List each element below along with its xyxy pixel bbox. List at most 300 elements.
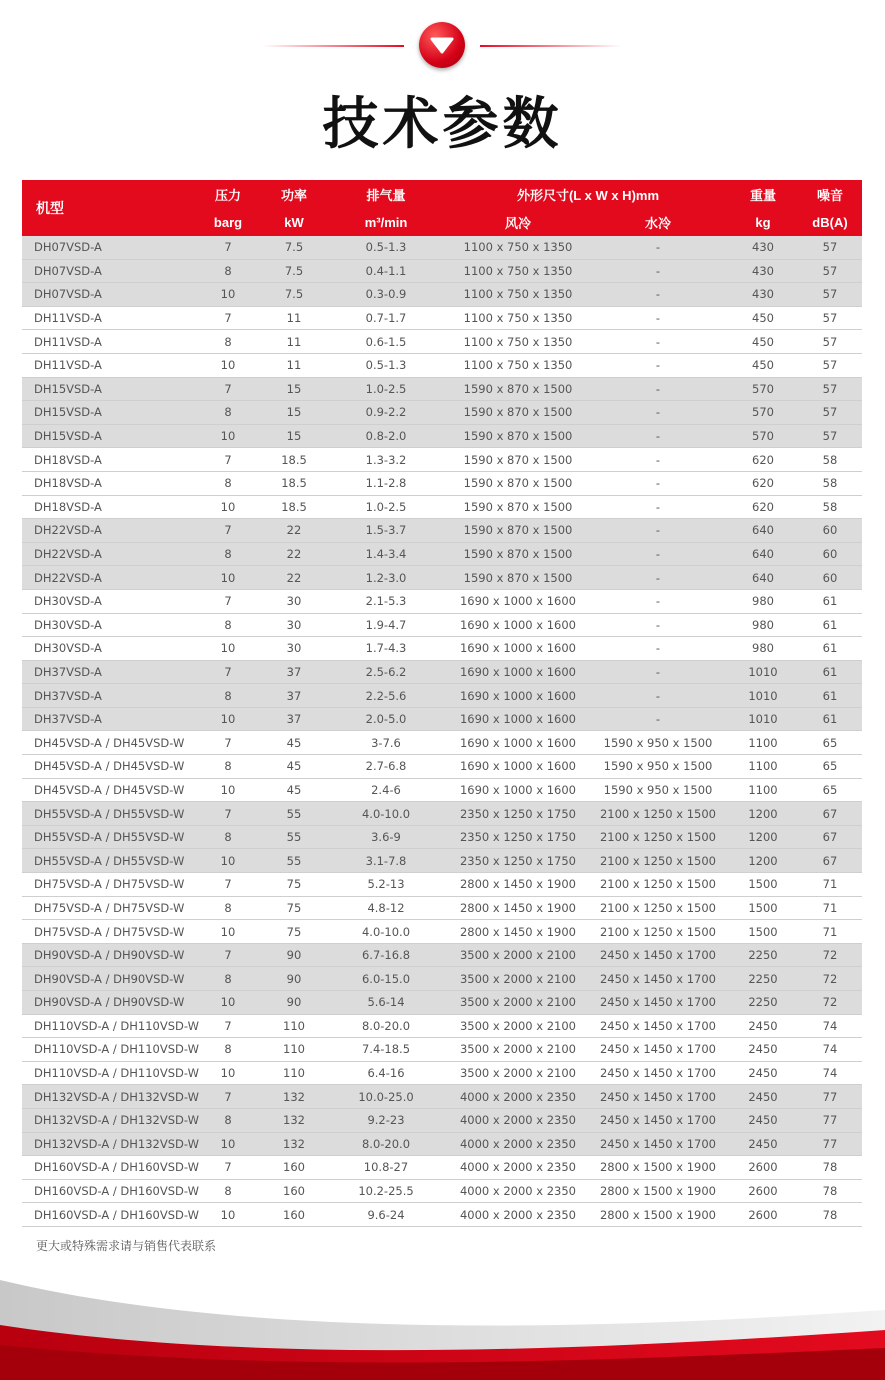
cell-dims-water: - (588, 236, 728, 259)
header-flow-unit: m³/min (324, 208, 448, 236)
cell-pressure: 10 (192, 1061, 264, 1085)
cell-weight: 980 (728, 589, 798, 613)
cell-model: DH132VSD-A / DH132VSD-W (22, 1108, 192, 1132)
cell-noise: 57 (798, 401, 862, 425)
cell-weight: 1200 (728, 802, 798, 826)
cell-power: 132 (264, 1108, 324, 1132)
cell-dims-air: 1690 x 1000 x 1600 (448, 731, 588, 755)
cell-power: 110 (264, 1014, 324, 1038)
cell-dims-water: - (588, 353, 728, 377)
cell-power: 37 (264, 684, 324, 708)
cell-model: DH55VSD-A / DH55VSD-W (22, 849, 192, 873)
header-flow: 排气量 (324, 180, 448, 208)
header-pressure-unit: barg (192, 208, 264, 236)
cell-model: DH75VSD-A / DH75VSD-W (22, 896, 192, 920)
cell-dims-air: 1100 x 750 x 1350 (448, 283, 588, 307)
table-row (22, 589, 862, 613)
cell-noise: 74 (798, 1038, 862, 1062)
cell-dims-air: 1590 x 870 x 1500 (448, 448, 588, 472)
cell-dims-air: 1690 x 1000 x 1600 (448, 684, 588, 708)
cell-flow: 3.6-9 (324, 825, 448, 849)
cell-dims-water: 2450 x 1450 x 1700 (588, 1132, 728, 1156)
table-row (22, 684, 862, 708)
cell-pressure: 7 (192, 660, 264, 684)
cell-weight: 1010 (728, 660, 798, 684)
cell-flow: 1.0-2.5 (324, 495, 448, 519)
cell-pressure: 8 (192, 330, 264, 354)
table-row (22, 991, 862, 1015)
cell-weight: 1500 (728, 896, 798, 920)
cell-weight: 450 (728, 306, 798, 330)
cell-noise: 74 (798, 1061, 862, 1085)
cell-model: DH110VSD-A / DH110VSD-W (22, 1014, 192, 1038)
cell-noise: 77 (798, 1132, 862, 1156)
table-row (22, 1156, 862, 1180)
cell-flow: 2.5-6.2 (324, 660, 448, 684)
table-row (22, 424, 862, 448)
table-row (22, 825, 862, 849)
cell-power: 37 (264, 660, 324, 684)
cell-power: 11 (264, 330, 324, 354)
cell-flow: 4.0-10.0 (324, 802, 448, 826)
cell-noise: 58 (798, 471, 862, 495)
table-row (22, 330, 862, 354)
cell-noise: 61 (798, 660, 862, 684)
table-row (22, 967, 862, 991)
cell-noise: 67 (798, 849, 862, 873)
cell-model: DH30VSD-A (22, 637, 192, 661)
cell-power: 18.5 (264, 471, 324, 495)
cell-dims-water: 2100 x 1250 x 1500 (588, 825, 728, 849)
cell-dims-air: 2800 x 1450 x 1900 (448, 896, 588, 920)
cell-dims-air: 2350 x 1250 x 1750 (448, 849, 588, 873)
cell-power: 15 (264, 401, 324, 425)
cell-pressure: 8 (192, 755, 264, 779)
table-row (22, 1038, 862, 1062)
cell-power: 55 (264, 849, 324, 873)
cell-noise: 71 (798, 920, 862, 944)
cell-pressure: 10 (192, 778, 264, 802)
cell-noise: 71 (798, 896, 862, 920)
cell-dims-air: 3500 x 2000 x 2100 (448, 943, 588, 967)
spec-table-body (22, 236, 862, 1226)
cell-pressure: 8 (192, 967, 264, 991)
cell-model: DH90VSD-A / DH90VSD-W (22, 967, 192, 991)
cell-dims-air: 1100 x 750 x 1350 (448, 236, 588, 259)
header-model: 机型 (22, 180, 192, 236)
cell-dims-water: 2100 x 1250 x 1500 (588, 896, 728, 920)
cell-dims-water: - (588, 471, 728, 495)
cell-dims-water: - (588, 495, 728, 519)
cell-model: DH160VSD-A / DH160VSD-W (22, 1179, 192, 1203)
cell-model: DH160VSD-A / DH160VSD-W (22, 1203, 192, 1227)
cell-pressure: 10 (192, 637, 264, 661)
chevron-down-icon (419, 22, 465, 68)
cell-weight: 2600 (728, 1179, 798, 1203)
cell-dims-air: 3500 x 2000 x 2100 (448, 1061, 588, 1085)
cell-power: 11 (264, 306, 324, 330)
cell-dims-water: 2100 x 1250 x 1500 (588, 802, 728, 826)
cell-weight: 2450 (728, 1038, 798, 1062)
table-row (22, 873, 862, 897)
cell-pressure: 7 (192, 589, 264, 613)
cell-power: 30 (264, 589, 324, 613)
cell-dims-water: 1590 x 950 x 1500 (588, 778, 728, 802)
cell-flow: 4.0-10.0 (324, 920, 448, 944)
cell-weight: 430 (728, 259, 798, 283)
table-row (22, 471, 862, 495)
decorative-line-right (480, 45, 622, 47)
table-row (22, 613, 862, 637)
table-row (22, 566, 862, 590)
cell-power: 45 (264, 755, 324, 779)
cell-model: DH45VSD-A / DH45VSD-W (22, 731, 192, 755)
cell-dims-water: 2450 x 1450 x 1700 (588, 1061, 728, 1085)
cell-power: 110 (264, 1061, 324, 1085)
cell-pressure: 10 (192, 566, 264, 590)
cell-dims-water: 2100 x 1250 x 1500 (588, 849, 728, 873)
cell-model: DH11VSD-A (22, 353, 192, 377)
spec-table (22, 180, 862, 1227)
cell-weight: 2250 (728, 943, 798, 967)
cell-dims-air: 3500 x 2000 x 2100 (448, 1038, 588, 1062)
cell-pressure: 7 (192, 519, 264, 543)
cell-flow: 2.0-5.0 (324, 707, 448, 731)
cell-pressure: 8 (192, 542, 264, 566)
cell-dims-water: - (588, 542, 728, 566)
cell-model: DH18VSD-A (22, 495, 192, 519)
cell-weight: 2450 (728, 1061, 798, 1085)
cell-flow: 0.6-1.5 (324, 330, 448, 354)
cell-flow: 1.3-3.2 (324, 448, 448, 472)
cell-power: 160 (264, 1203, 324, 1227)
cell-weight: 1500 (728, 920, 798, 944)
cell-model: DH37VSD-A (22, 684, 192, 708)
cell-dims-air: 1100 x 750 x 1350 (448, 259, 588, 283)
cell-dims-air: 1690 x 1000 x 1600 (448, 637, 588, 661)
cell-flow: 1.7-4.3 (324, 637, 448, 661)
cell-dims-water: 2800 x 1500 x 1900 (588, 1203, 728, 1227)
cell-pressure: 7 (192, 802, 264, 826)
table-row (22, 401, 862, 425)
cell-dims-air: 4000 x 2000 x 2350 (448, 1179, 588, 1203)
cell-pressure: 7 (192, 731, 264, 755)
cell-model: DH110VSD-A / DH110VSD-W (22, 1061, 192, 1085)
cell-dims-water: - (588, 589, 728, 613)
cell-weight: 2450 (728, 1108, 798, 1132)
cell-noise: 57 (798, 353, 862, 377)
table-row (22, 896, 862, 920)
cell-flow: 9.6-24 (324, 1203, 448, 1227)
cell-pressure: 8 (192, 1179, 264, 1203)
cell-dims-water: - (588, 637, 728, 661)
cell-noise: 58 (798, 495, 862, 519)
cell-flow: 2.2-5.6 (324, 684, 448, 708)
cell-weight: 1200 (728, 825, 798, 849)
cell-dims-air: 1590 x 870 x 1500 (448, 424, 588, 448)
cell-weight: 2250 (728, 967, 798, 991)
cell-dims-air: 1690 x 1000 x 1600 (448, 778, 588, 802)
cell-dims-air: 1690 x 1000 x 1600 (448, 613, 588, 637)
table-row (22, 1014, 862, 1038)
cell-flow: 0.8-2.0 (324, 424, 448, 448)
cell-dims-air: 1690 x 1000 x 1600 (448, 660, 588, 684)
table-row (22, 1085, 862, 1109)
cell-model: DH15VSD-A (22, 424, 192, 448)
cell-dims-air: 2350 x 1250 x 1750 (448, 825, 588, 849)
cell-pressure: 8 (192, 613, 264, 637)
cell-weight: 640 (728, 542, 798, 566)
cell-dims-air: 1690 x 1000 x 1600 (448, 707, 588, 731)
header-power-unit: kW (264, 208, 324, 236)
cell-noise: 57 (798, 306, 862, 330)
cell-noise: 57 (798, 259, 862, 283)
cell-power: 132 (264, 1132, 324, 1156)
cell-weight: 980 (728, 637, 798, 661)
header-dimensions: 外形尺寸(L x W x H)mm (448, 180, 728, 208)
cell-pressure: 8 (192, 896, 264, 920)
cell-flow: 9.2-23 (324, 1108, 448, 1132)
cell-pressure: 10 (192, 353, 264, 377)
cell-pressure: 10 (192, 991, 264, 1015)
table-row (22, 1203, 862, 1227)
cell-flow: 8.0-20.0 (324, 1132, 448, 1156)
cell-weight: 430 (728, 283, 798, 307)
cell-pressure: 8 (192, 401, 264, 425)
cell-dims-air: 3500 x 2000 x 2100 (448, 991, 588, 1015)
header-dims-water: 水冷 (588, 208, 728, 236)
cell-flow: 6.4-16 (324, 1061, 448, 1085)
cell-weight: 1010 (728, 707, 798, 731)
cell-dims-air: 3500 x 2000 x 2100 (448, 967, 588, 991)
cell-model: DH18VSD-A (22, 471, 192, 495)
cell-model: DH18VSD-A (22, 448, 192, 472)
cell-dims-water: - (588, 377, 728, 401)
cell-power: 75 (264, 873, 324, 897)
header-power: 功率 (264, 180, 324, 208)
cell-dims-air: 1690 x 1000 x 1600 (448, 755, 588, 779)
cell-dims-water: 2450 x 1450 x 1700 (588, 1108, 728, 1132)
cell-weight: 620 (728, 448, 798, 472)
cell-power: 30 (264, 613, 324, 637)
cell-power: 160 (264, 1179, 324, 1203)
table-row (22, 920, 862, 944)
cell-noise: 71 (798, 873, 862, 897)
cell-model: DH11VSD-A (22, 306, 192, 330)
cell-model: DH55VSD-A / DH55VSD-W (22, 825, 192, 849)
cell-model: DH37VSD-A (22, 660, 192, 684)
cell-model: DH22VSD-A (22, 566, 192, 590)
cell-flow: 1.1-2.8 (324, 471, 448, 495)
cell-power: 15 (264, 377, 324, 401)
cell-flow: 10.2-25.5 (324, 1179, 448, 1203)
cell-dims-air: 1590 x 870 x 1500 (448, 566, 588, 590)
cell-dims-air: 2800 x 1450 x 1900 (448, 873, 588, 897)
cell-model: DH132VSD-A / DH132VSD-W (22, 1132, 192, 1156)
cell-flow: 0.4-1.1 (324, 259, 448, 283)
cell-pressure: 8 (192, 825, 264, 849)
cell-dims-air: 2800 x 1450 x 1900 (448, 920, 588, 944)
cell-model: DH22VSD-A (22, 542, 192, 566)
cell-power: 132 (264, 1085, 324, 1109)
cell-flow: 0.5-1.3 (324, 236, 448, 259)
cell-dims-water: 1590 x 950 x 1500 (588, 755, 728, 779)
cell-dims-air: 1590 x 870 x 1500 (448, 542, 588, 566)
table-row (22, 236, 862, 259)
cell-pressure: 10 (192, 1132, 264, 1156)
cell-noise: 57 (798, 377, 862, 401)
table-row (22, 1108, 862, 1132)
cell-noise: 58 (798, 448, 862, 472)
footnote: 更大或特殊需求请与销售代表联系 (36, 1239, 217, 1253)
cell-pressure: 10 (192, 849, 264, 873)
cell-weight: 1100 (728, 778, 798, 802)
cell-weight: 620 (728, 471, 798, 495)
cell-pressure: 10 (192, 707, 264, 731)
cell-weight: 570 (728, 401, 798, 425)
cell-noise: 72 (798, 943, 862, 967)
cell-noise: 72 (798, 991, 862, 1015)
cell-noise: 57 (798, 330, 862, 354)
cell-flow: 5.2-13 (324, 873, 448, 897)
cell-model: DH07VSD-A (22, 236, 192, 259)
cell-pressure: 7 (192, 236, 264, 259)
cell-noise: 60 (798, 542, 862, 566)
cell-pressure: 7 (192, 448, 264, 472)
cell-model: DH37VSD-A (22, 707, 192, 731)
cell-dims-water: - (588, 448, 728, 472)
header-weight: 重量 (728, 180, 798, 208)
cell-noise: 74 (798, 1014, 862, 1038)
table-row (22, 542, 862, 566)
cell-dims-air: 1590 x 870 x 1500 (448, 495, 588, 519)
cell-model: DH90VSD-A / DH90VSD-W (22, 991, 192, 1015)
cell-noise: 60 (798, 566, 862, 590)
table-row (22, 1132, 862, 1156)
cell-power: 90 (264, 943, 324, 967)
header-weight-unit: kg (728, 208, 798, 236)
cell-dims-air: 3500 x 2000 x 2100 (448, 1014, 588, 1038)
table-row (22, 731, 862, 755)
cell-power: 75 (264, 920, 324, 944)
cell-pressure: 8 (192, 1108, 264, 1132)
header-noise: 噪音 (798, 180, 862, 208)
cell-dims-air: 4000 x 2000 x 2350 (448, 1085, 588, 1109)
table-row (22, 1179, 862, 1203)
cell-pressure: 8 (192, 684, 264, 708)
cell-noise: 57 (798, 424, 862, 448)
cell-dims-water: 2450 x 1450 x 1700 (588, 943, 728, 967)
cell-dims-water: 2450 x 1450 x 1700 (588, 991, 728, 1015)
cell-power: 37 (264, 707, 324, 731)
cell-model: DH15VSD-A (22, 377, 192, 401)
cell-power: 18.5 (264, 448, 324, 472)
cell-weight: 1500 (728, 873, 798, 897)
cell-model: DH07VSD-A (22, 259, 192, 283)
cell-flow: 5.6-14 (324, 991, 448, 1015)
cell-power: 55 (264, 825, 324, 849)
cell-model: DH132VSD-A / DH132VSD-W (22, 1085, 192, 1109)
cell-weight: 430 (728, 236, 798, 259)
cell-dims-air: 4000 x 2000 x 2350 (448, 1132, 588, 1156)
cell-flow: 0.9-2.2 (324, 401, 448, 425)
cell-flow: 1.4-3.4 (324, 542, 448, 566)
cell-noise: 61 (798, 637, 862, 661)
cell-pressure: 7 (192, 377, 264, 401)
cell-dims-air: 4000 x 2000 x 2350 (448, 1156, 588, 1180)
cell-pressure: 8 (192, 1038, 264, 1062)
table-row (22, 707, 862, 731)
cell-model: DH90VSD-A / DH90VSD-W (22, 943, 192, 967)
cell-power: 22 (264, 566, 324, 590)
cell-flow: 6.0-15.0 (324, 967, 448, 991)
table-row (22, 259, 862, 283)
cell-dims-water: - (588, 330, 728, 354)
cell-noise: 78 (798, 1203, 862, 1227)
cell-dims-air: 1100 x 750 x 1350 (448, 306, 588, 330)
cell-power: 18.5 (264, 495, 324, 519)
cell-weight: 2450 (728, 1014, 798, 1038)
cell-weight: 1100 (728, 731, 798, 755)
cell-weight: 1010 (728, 684, 798, 708)
cell-power: 160 (264, 1156, 324, 1180)
cell-dims-water: 2800 x 1500 x 1900 (588, 1156, 728, 1180)
cell-weight: 620 (728, 495, 798, 519)
table-row (22, 755, 862, 779)
cell-dims-water: - (588, 401, 728, 425)
cell-power: 110 (264, 1038, 324, 1062)
cell-pressure: 7 (192, 1156, 264, 1180)
cell-flow: 1.2-3.0 (324, 566, 448, 590)
cell-model: DH75VSD-A / DH75VSD-W (22, 920, 192, 944)
cell-dims-water: 2100 x 1250 x 1500 (588, 873, 728, 897)
cell-dims-water: - (588, 259, 728, 283)
cell-pressure: 7 (192, 873, 264, 897)
cell-model: DH22VSD-A (22, 519, 192, 543)
cell-weight: 450 (728, 353, 798, 377)
cell-power: 22 (264, 519, 324, 543)
decorative-line-left (262, 45, 404, 47)
cell-power: 55 (264, 802, 324, 826)
cell-flow: 0.3-0.9 (324, 283, 448, 307)
table-row (22, 849, 862, 873)
cell-flow: 0.5-1.3 (324, 353, 448, 377)
cell-dims-water: 2450 x 1450 x 1700 (588, 1085, 728, 1109)
cell-dims-water: - (588, 660, 728, 684)
cell-weight: 570 (728, 424, 798, 448)
cell-dims-air: 4000 x 2000 x 2350 (448, 1108, 588, 1132)
cell-dims-water: - (588, 306, 728, 330)
cell-power: 90 (264, 991, 324, 1015)
cell-dims-air: 1100 x 750 x 1350 (448, 353, 588, 377)
cell-dims-air: 2350 x 1250 x 1750 (448, 802, 588, 826)
cell-model: DH15VSD-A (22, 401, 192, 425)
cell-dims-water: - (588, 566, 728, 590)
cell-flow: 10.0-25.0 (324, 1085, 448, 1109)
cell-power: 7.5 (264, 259, 324, 283)
cell-flow: 1.5-3.7 (324, 519, 448, 543)
cell-flow: 3-7.6 (324, 731, 448, 755)
cell-dims-water: - (588, 613, 728, 637)
cell-weight: 2450 (728, 1085, 798, 1109)
cell-noise: 65 (798, 731, 862, 755)
cell-flow: 8.0-20.0 (324, 1014, 448, 1038)
table-row (22, 802, 862, 826)
cell-pressure: 10 (192, 920, 264, 944)
cell-flow: 1.0-2.5 (324, 377, 448, 401)
cell-dims-water: 1590 x 950 x 1500 (588, 731, 728, 755)
cell-dims-air: 1690 x 1000 x 1600 (448, 589, 588, 613)
